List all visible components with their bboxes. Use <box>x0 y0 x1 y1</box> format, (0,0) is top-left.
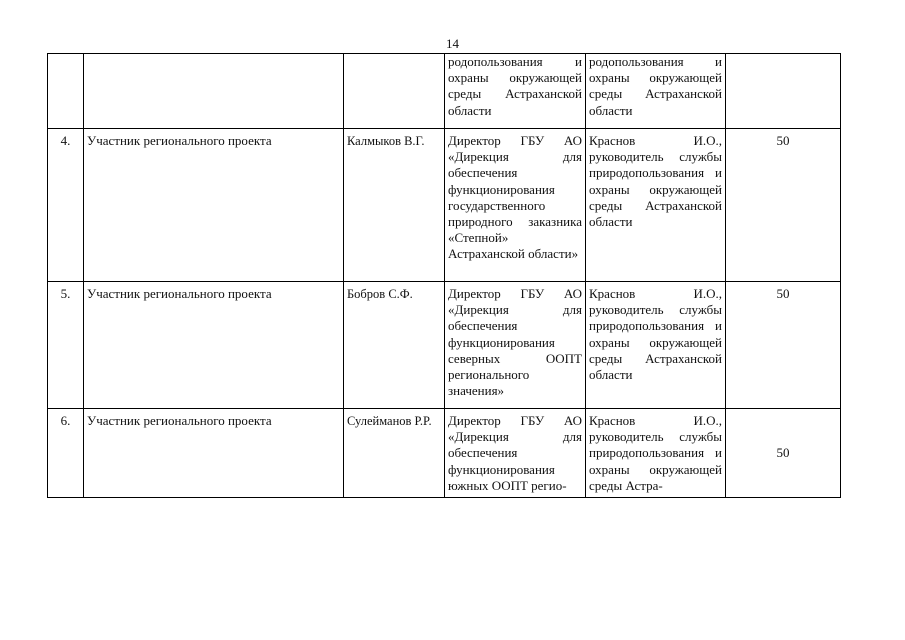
row-percent <box>726 54 841 129</box>
row-number: 5. <box>48 282 84 409</box>
row-supervisor: Краснов И.О., руководитель службы природопользования и охраны окружающей среды Астраханской области <box>586 282 726 409</box>
row-name: Сулейманов Р.Р. <box>344 409 445 498</box>
row-name <box>344 54 445 129</box>
row-supervisor: родопользования и охраны окружающей среды Астраханской области <box>586 54 726 129</box>
row-role: Участник регионального проекта <box>84 409 344 498</box>
row-role: Участник регионального проекта <box>84 282 344 409</box>
participants-table <box>47 53 841 498</box>
row-percent: 50 <box>726 282 841 409</box>
row-number <box>48 54 84 129</box>
row-supervisor: Краснов И.О., руководитель службы природопользования и охраны окружающей среды Астраханской области <box>586 129 726 282</box>
row-name: Калмыков В.Г. <box>344 129 445 282</box>
row-role: Участник регионального проекта <box>84 129 344 282</box>
page-number: 14 <box>446 36 459 51</box>
row-position: Директор ГБУ АО «Дирекция для обеспечения функционирования северных ООПТ регионального значения» <box>445 282 586 409</box>
row-number: 4. <box>48 129 84 282</box>
table-row <box>48 54 841 129</box>
table-row <box>48 409 841 498</box>
row-percent-cell <box>726 409 841 498</box>
row-position: Директор ГБУ АО «Дирекция для обеспечения функционирования южных ООПТ регио- <box>445 409 586 498</box>
row-name: Бобров С.Ф. <box>344 282 445 409</box>
row-position: родопользования и охраны окружающей среды Астраханской области <box>445 54 586 129</box>
table-row <box>48 129 841 282</box>
row-percent: 50 <box>726 129 841 282</box>
row-percent: 50 <box>776 445 790 460</box>
row-supervisor: Краснов И.О., руководитель службы природопользования и охраны окружающей среды Астра- <box>586 409 726 498</box>
table-row <box>48 282 841 409</box>
row-number: 6. <box>48 409 84 498</box>
row-role <box>84 54 344 129</box>
row-position: Директор ГБУ АО «Дирекция для обеспечения функционирования государственного природного заказника «Степной» Астраханской области» <box>445 129 586 282</box>
